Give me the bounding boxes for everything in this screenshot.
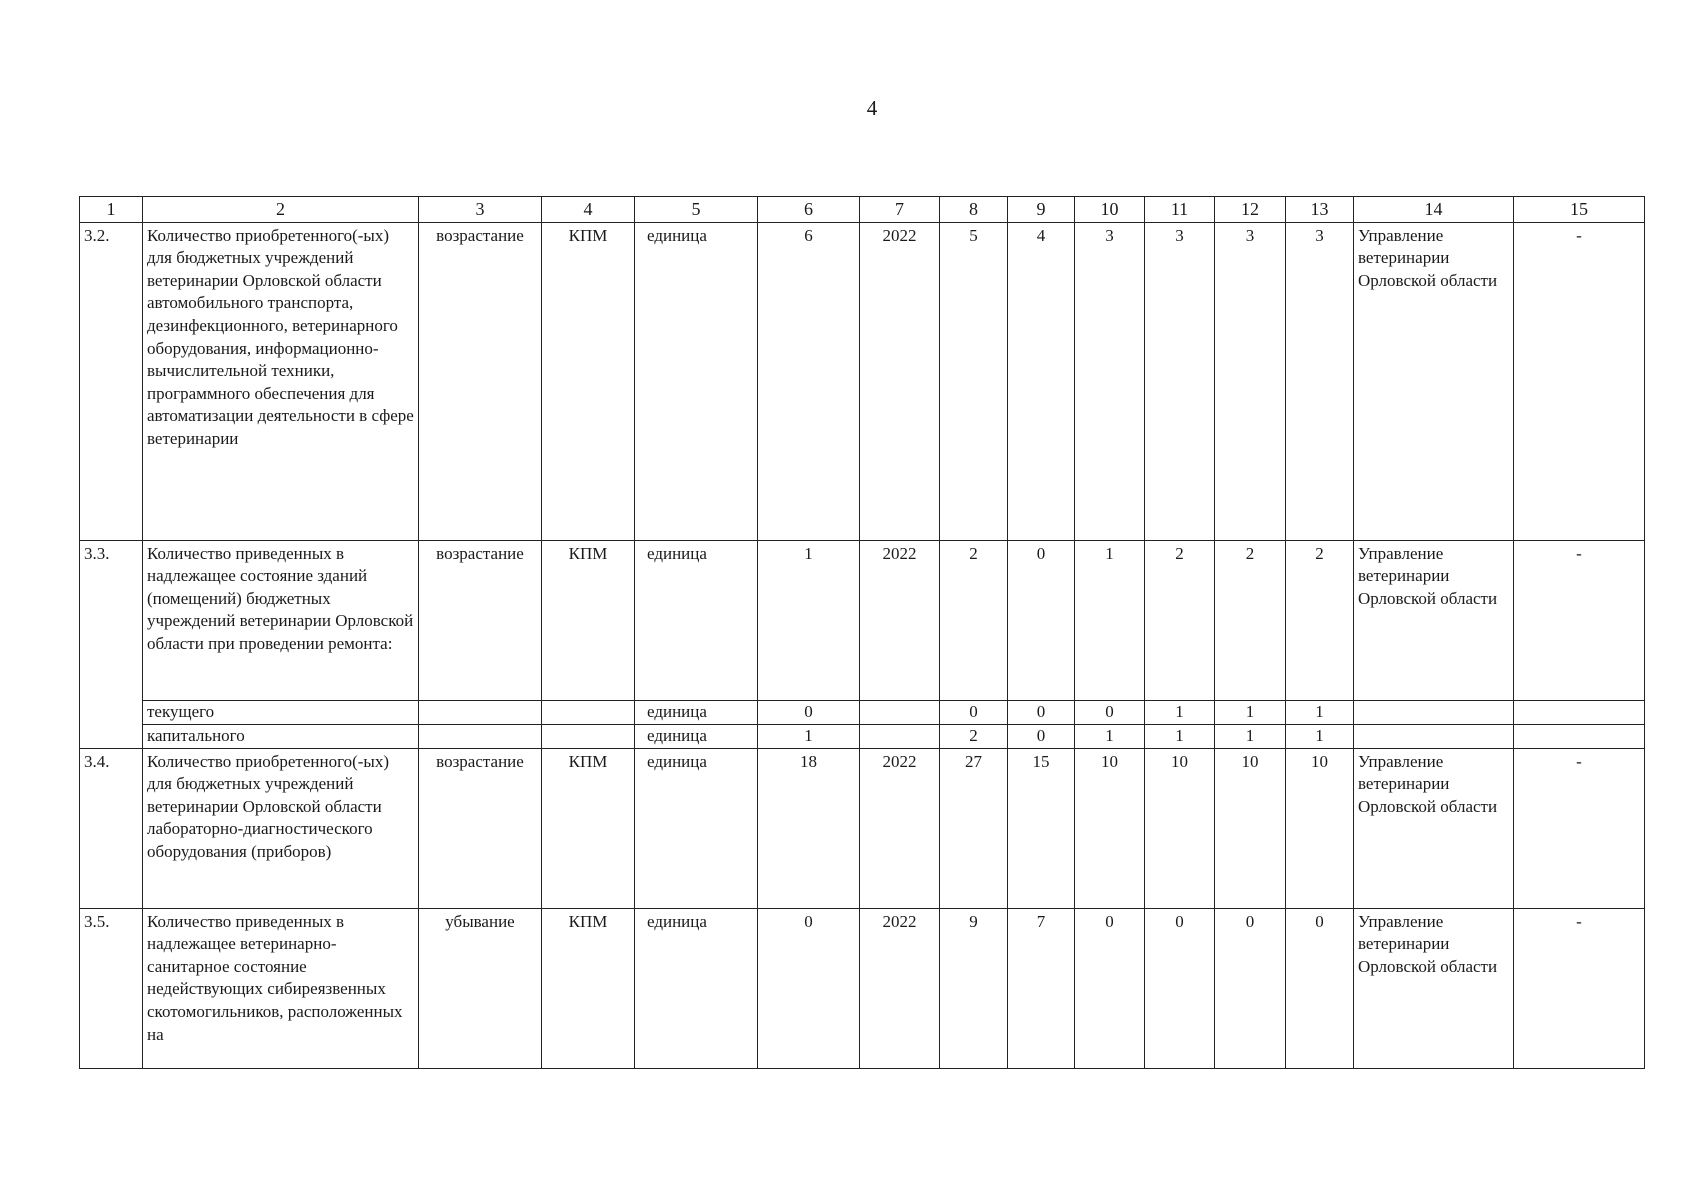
indicators-table [79,196,1645,1069]
responsible-org: Управление ветеринарии Орловской области [1354,908,1514,1068]
responsible-org: Управление ветеринарии Орловской области [1354,540,1514,700]
row-index: 3.2. [80,222,143,540]
header-cell-5: 5 [635,197,758,223]
unit: единица [635,222,758,540]
header-cell-15: 15 [1514,197,1645,223]
base-value: 18 [758,748,860,908]
value-col-11: 0 [1145,908,1215,1068]
value-col-8: 5 [940,222,1008,540]
indicator-name: Количество приведенных в надлежащее ветеринарно-санитарное состояние недействующих сибиреязвенных скотомогильников, расположенных на [143,908,419,1068]
base-value: 1 [758,724,860,748]
base-year: 2022 [860,908,940,1068]
header-row [80,197,1645,223]
unit: единица [635,908,758,1068]
trend: убывание [419,908,542,1068]
base-value: 1 [758,540,860,700]
header-cell-1: 1 [80,197,143,223]
header-cell-11: 11 [1145,197,1215,223]
value-col-13: 1 [1286,724,1354,748]
header-cell-14: 14 [1354,197,1514,223]
empty-cell [542,700,635,724]
responsible-org: Управление ветеринарии Орловской области [1354,222,1514,540]
value-col-13: 3 [1286,222,1354,540]
col-15-value: - [1514,908,1645,1068]
empty-cell [419,724,542,748]
empty-cell [860,724,940,748]
value-col-13: 10 [1286,748,1354,908]
col-15-value: - [1514,222,1645,540]
value-col-10: 3 [1075,222,1145,540]
header-cell-10: 10 [1075,197,1145,223]
indicator-name: Количество приобретенного(-ых) для бюджетных учреждений ветеринарии Орловской области автомобильного транспорта, дезинфекционного, ветеринарного оборудования, информационно-вычислительной техники, программного обеспечения для автоматизации деятельности в сфере ветеринарии [143,222,419,540]
header-cell-8: 8 [940,197,1008,223]
base-value: 0 [758,908,860,1068]
indicator-name: капитального [143,724,419,748]
value-col-10: 0 [1075,908,1145,1068]
table-row [80,540,1645,700]
base-value: 0 [758,700,860,724]
value-col-12: 1 [1215,724,1286,748]
value-col-12: 2 [1215,540,1286,700]
header-cell-7: 7 [860,197,940,223]
indicator-type: КПМ [542,540,635,700]
unit: единица [635,540,758,700]
table-row [80,748,1645,908]
value-col-12: 3 [1215,222,1286,540]
header-cell-4: 4 [542,197,635,223]
value-col-12: 1 [1215,700,1286,724]
value-col-11: 1 [1145,700,1215,724]
row-index: 3.4. [80,748,143,908]
value-col-11: 1 [1145,724,1215,748]
indicator-type: КПМ [542,908,635,1068]
value-col-11: 10 [1145,748,1215,908]
table-row [80,222,1645,540]
unit: единица [635,748,758,908]
value-col-10: 0 [1075,700,1145,724]
indicator-name: Количество приобретенного(-ых) для бюджетных учреждений ветеринарии Орловской области лабораторно-диагностического оборудования (приборов) [143,748,419,908]
header-cell-3: 3 [419,197,542,223]
empty-cell [1354,700,1514,724]
base-year: 2022 [860,748,940,908]
trend: возрастание [419,540,542,700]
value-col-9: 15 [1008,748,1075,908]
value-col-9: 0 [1008,724,1075,748]
value-col-8: 0 [940,700,1008,724]
indicator-name: Количество приведенных в надлежащее состояние зданий (помещений) бюджетных учреждений ветеринарии Орловской области при проведении ремонта: [143,540,419,700]
value-col-12: 0 [1215,908,1286,1068]
value-col-10: 1 [1075,724,1145,748]
value-col-10: 1 [1075,540,1145,700]
value-col-13: 0 [1286,908,1354,1068]
header-cell-6: 6 [758,197,860,223]
value-col-11: 3 [1145,222,1215,540]
empty-cell [1354,724,1514,748]
header-cell-9: 9 [1008,197,1075,223]
value-col-9: 7 [1008,908,1075,1068]
unit: единица [635,724,758,748]
value-col-13: 2 [1286,540,1354,700]
value-col-9: 4 [1008,222,1075,540]
base-value: 6 [758,222,860,540]
empty-cell [1514,700,1645,724]
header-cell-12: 12 [1215,197,1286,223]
indicator-type: КПМ [542,748,635,908]
table-subrow [80,724,1645,748]
trend: возрастание [419,748,542,908]
empty-cell [860,700,940,724]
empty-cell [542,724,635,748]
value-col-8: 2 [940,724,1008,748]
value-col-10: 10 [1075,748,1145,908]
indicator-type: КПМ [542,222,635,540]
value-col-8: 9 [940,908,1008,1068]
empty-cell [1514,724,1645,748]
table-subrow [80,700,1645,724]
value-col-8: 27 [940,748,1008,908]
indicator-name: текущего [143,700,419,724]
empty-cell [419,700,542,724]
page-number: 4 [866,96,878,120]
base-year: 2022 [860,222,940,540]
col-15-value: - [1514,540,1645,700]
base-year: 2022 [860,540,940,700]
header-cell-13: 13 [1286,197,1354,223]
row-index: 3.3. [80,540,143,748]
table-row [80,908,1645,1068]
col-15-value: - [1514,748,1645,908]
value-col-12: 10 [1215,748,1286,908]
unit: единица [635,700,758,724]
trend: возрастание [419,222,542,540]
value-col-11: 2 [1145,540,1215,700]
value-col-9: 0 [1008,700,1075,724]
responsible-org: Управление ветеринарии Орловской области [1354,748,1514,908]
row-index: 3.5. [80,908,143,1068]
value-col-9: 0 [1008,540,1075,700]
value-col-8: 2 [940,540,1008,700]
value-col-13: 1 [1286,700,1354,724]
header-cell-2: 2 [143,197,419,223]
